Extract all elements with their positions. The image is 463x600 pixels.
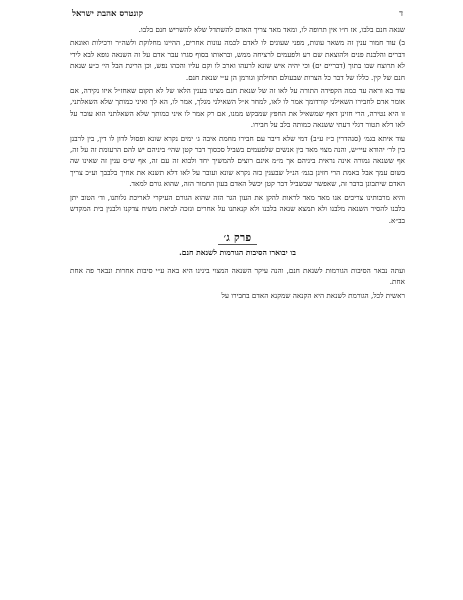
paragraph: עוד איתא בגמ׳ (סנהדרין כ״ז ע״ב) דמי שלא דיבר עם חבירו מחמת איבה ג׳ ימים נקרא שונא ופסול לדון לו דין, בין לרבנן בין לר׳ יהודא עיי״ש, והנה מצוי מאד בין אנשים שלפעמים בשביל סכסוך דבר קטן שהי׳ ביניהם יש להם הרעומת זה על זה, אף ששנאה גמורה אינה נראית ביניהם אך מ״מ אינם רוצים להמשיך יחד ולבוא זה עם זה, אף ש״ס ענין זה שאינו שה בשום עמך אבל באמת הרי חזינן בגמ׳ הנ״ל שבענין כזה נקרא שונא ועובר על לאו דלא תשנא את אחיך בלבבך וע״כ צריך האדם שיתבונן בדבר זה, שאפשר שבשביל דבר קטן יכשל האדם בעון החמור הזה, שהוא גורם למאד.	[70, 133, 405, 189]
paragraph: ראשית לכל, הגורמת לשנאת היא הקנאה שמקנא האדם בחבירו על	[221, 290, 405, 300]
page-header	[70, 8, 405, 24]
page-letter: ד	[399, 9, 403, 18]
paragraph: שנאה חנם בלבו, אז ח״ו אין תרופה לו, ומאד מאד צריך האדם להשתדל שלא להשריש חנם בלבו.	[138, 25, 405, 34]
paragraph: ועתה נבאר הסיבות הגורמות לשנאת חנם, והנה עיקר השנאה המצוי בינינו היא באה ע״י סיבות אחרות ונבאר פה אחת אחת.	[70, 265, 405, 287]
chapter-subtitle: בו יבוארו הסיבות הגורמות לשנאת חנם.	[179, 247, 296, 257]
chapter-title: פרק ג׳	[218, 232, 258, 245]
paragraph: ב) עוד חמור ענין זה משאר עונות, מפני שעונים לו לאדם לכמה עונות אחרים, ההיינו מחלוקת ולשה״ר ורכילות ואונאת דברים והלבנת פנים ולהוצאת שם רע ולפעמים לרציחה ממש, ובראותו בסוף סגרו עבר אדם על זה השנאה גופא לבא לידי לא תרוצח שבו בתוך (דבריים ים) וכי יהיה איש שונא לרעהו וארב לו וקם עליו והכהו נפש, וכן הריגת הבל הי׳ כ״ע שנאת חנם של קין. כללו של דבר כל הצרות שבעולם תחילתן וגורמן הן ע״י שנאת חנם.	[70, 38, 405, 82]
chapter-heading	[70, 232, 405, 245]
running-title: קונטרס אהבת ישראל	[72, 9, 144, 19]
paragraph: עוד בא וראה עד כמה הקפידה התורה על לאו זה של שנאת חנם מצינו בענין הלאו של לא תקום שאחז״ל איזו נקידה, אם אומר אדם לחבירו השאילני קורדומך אמר לו לאו, למחר א״ל השאילני מגלך, אמר לו, הא לך ואיני כמותך שלא השאלתני, זו היא נטירה, הרי חזינן דאף שמשאיל את החפץ שמבקש ממנו, אם רק אמר לו איני כמותך שלא השאלתני הוא עובר על לאו דלא תטור דגלי דעתי ששנאה כמותה בלב על חבירו.	[70, 86, 405, 130]
document-page	[70, 8, 405, 303]
paragraph: והיא מרבותינו צריכים אנו מאד מאד לראות להקן את העון הגר הזה שהוא הגורם העיקרי לאריכת גלותנו, וד׳ הטוב יתן בלבנו להסיר השנאה מלבנו ולא תמצא שנאה בלבנו ולא קנאתנו על אחרים ונזכה לביאת משיח צדקנו ולבנין בית המקדש בב״א.	[70, 192, 405, 225]
